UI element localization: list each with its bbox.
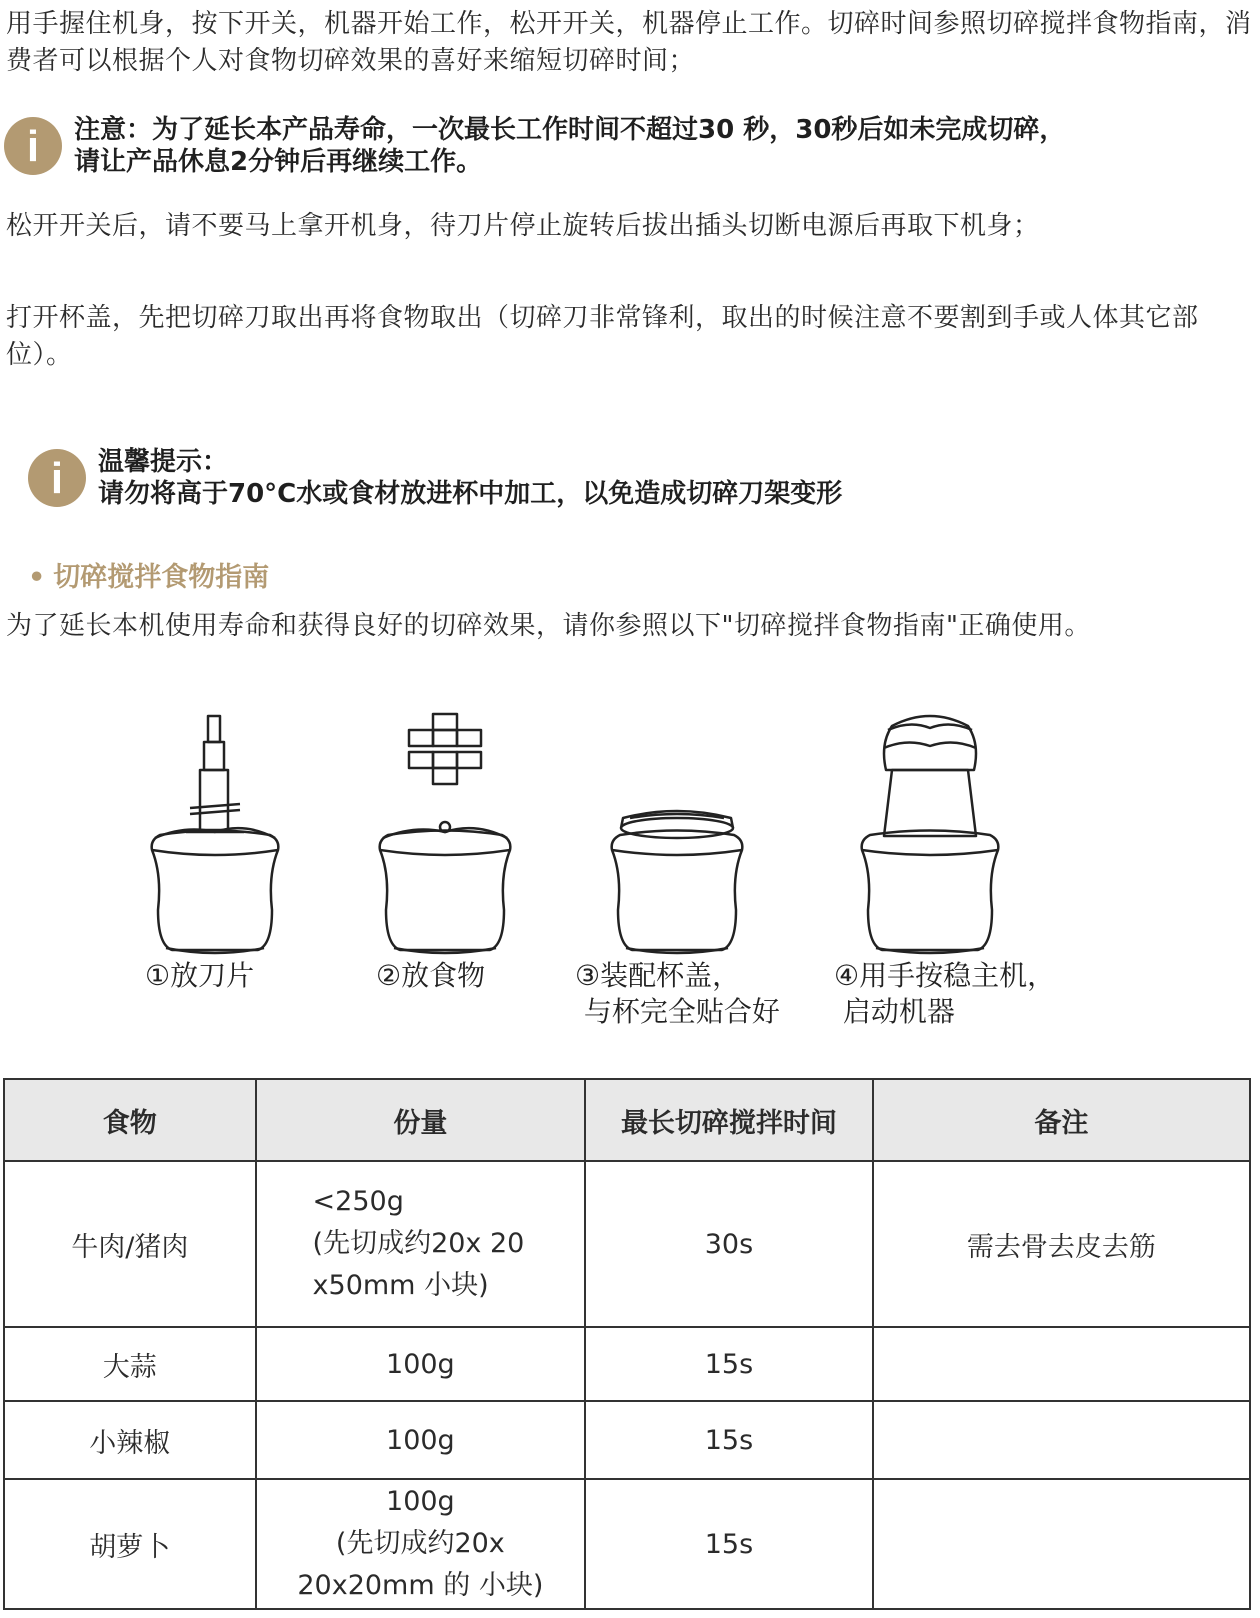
svg-text:i: i (50, 454, 64, 503)
cell-note (873, 1479, 1250, 1609)
cell-time: 15s (585, 1479, 873, 1609)
bowl-with-lid-icon (612, 811, 743, 953)
cell-amount: 100g (先切成约20x 20x20mm 的 小块) (256, 1479, 586, 1609)
step-2-caption: ②放食物 (376, 959, 486, 992)
cell-time: 30s (585, 1161, 873, 1327)
notice-tip-text: 请勿将高于70°C水或食材放进杯中加工，以免造成切碎刀架变形 (98, 479, 843, 509)
notice-tip-title: 温馨提示： (98, 447, 229, 477)
cell-note (873, 1401, 1250, 1479)
guide-intro-paragraph: 为了延长本机使用寿命和获得良好的切碎效果，请你参照以下"切碎搅拌食物指南"正确使用。 (6, 611, 1091, 641)
cell-food: 大蒜 (4, 1327, 256, 1401)
header-max-time: 最长切碎搅拌时间 (585, 1079, 873, 1161)
cell-amount: 100g (256, 1401, 586, 1479)
table-header-row (4, 1079, 1250, 1161)
instruction-paragraph-2: 松开开关后，请不要马上拿开机身，待刀片停止旋转后拔出插头切断电源后再取下机身； (6, 211, 1040, 241)
table-row (4, 1479, 1250, 1609)
step-1-caption: ①放刀片 (145, 959, 255, 992)
instruction-paragraph-1: 用手握住机身，按下开关，机器开始工作，松开开关，机器停止工作。切碎时间参照切碎搅拌食物指南，消费者可以根据个人对食物切碎效果的喜好来缩短切碎时间； (6, 9, 1252, 76)
food-guide-table (3, 1078, 1251, 1610)
cell-food: 小辣椒 (4, 1401, 256, 1479)
step-3-caption: ③装配杯盖， 与杯完全贴合好 (575, 959, 780, 1028)
step-4-caption: ④用手按稳主机， 启动机器 (834, 959, 1056, 1028)
notice-caution (4, 114, 1065, 178)
cell-amount: 100g (256, 1327, 586, 1401)
header-amount: 份量 (256, 1079, 586, 1161)
header-food: 食物 (4, 1079, 256, 1161)
table-row (4, 1161, 1250, 1327)
svg-text:i: i (26, 122, 40, 171)
notice-tip (28, 446, 842, 510)
bullet-icon: • (28, 562, 46, 593)
section-title (28, 555, 269, 594)
assembled-machine-icon (862, 716, 999, 953)
cell-time: 15s (585, 1327, 873, 1401)
cell-food: 胡萝卜 (4, 1479, 256, 1609)
cell-food: 牛肉/猪肉 (4, 1161, 256, 1327)
header-note: 备注 (873, 1079, 1250, 1161)
notice-caution-line-1: 注意：为了延长本产品寿命，一次最长工作时间不超过30 秒，30秒后如未完成切碎， (74, 115, 1066, 145)
cell-note: 需去骨去皮去筋 (873, 1161, 1250, 1327)
bowl-with-blade-icon (152, 716, 279, 953)
notice-caution-line-2: 请让产品休息2分钟后再继续工作。 (74, 147, 483, 177)
cell-note (873, 1327, 1250, 1401)
bowl-with-food-icon (380, 714, 511, 953)
info-icon (28, 449, 86, 507)
table-row (4, 1401, 1250, 1479)
instruction-paragraph-3: 打开杯盖，先把切碎刀取出再将食物取出（切碎刀非常锋利，取出的时候注意不要割到手或人体其它部位）。 (6, 303, 1199, 370)
section-title-text: 切碎搅拌食物指南 (53, 562, 270, 593)
info-icon (4, 117, 62, 175)
cell-amount: <250g (先切成约20x 20 x50mm 小块) (256, 1161, 586, 1327)
cell-time: 15s (585, 1401, 873, 1479)
table-row (4, 1327, 1250, 1401)
